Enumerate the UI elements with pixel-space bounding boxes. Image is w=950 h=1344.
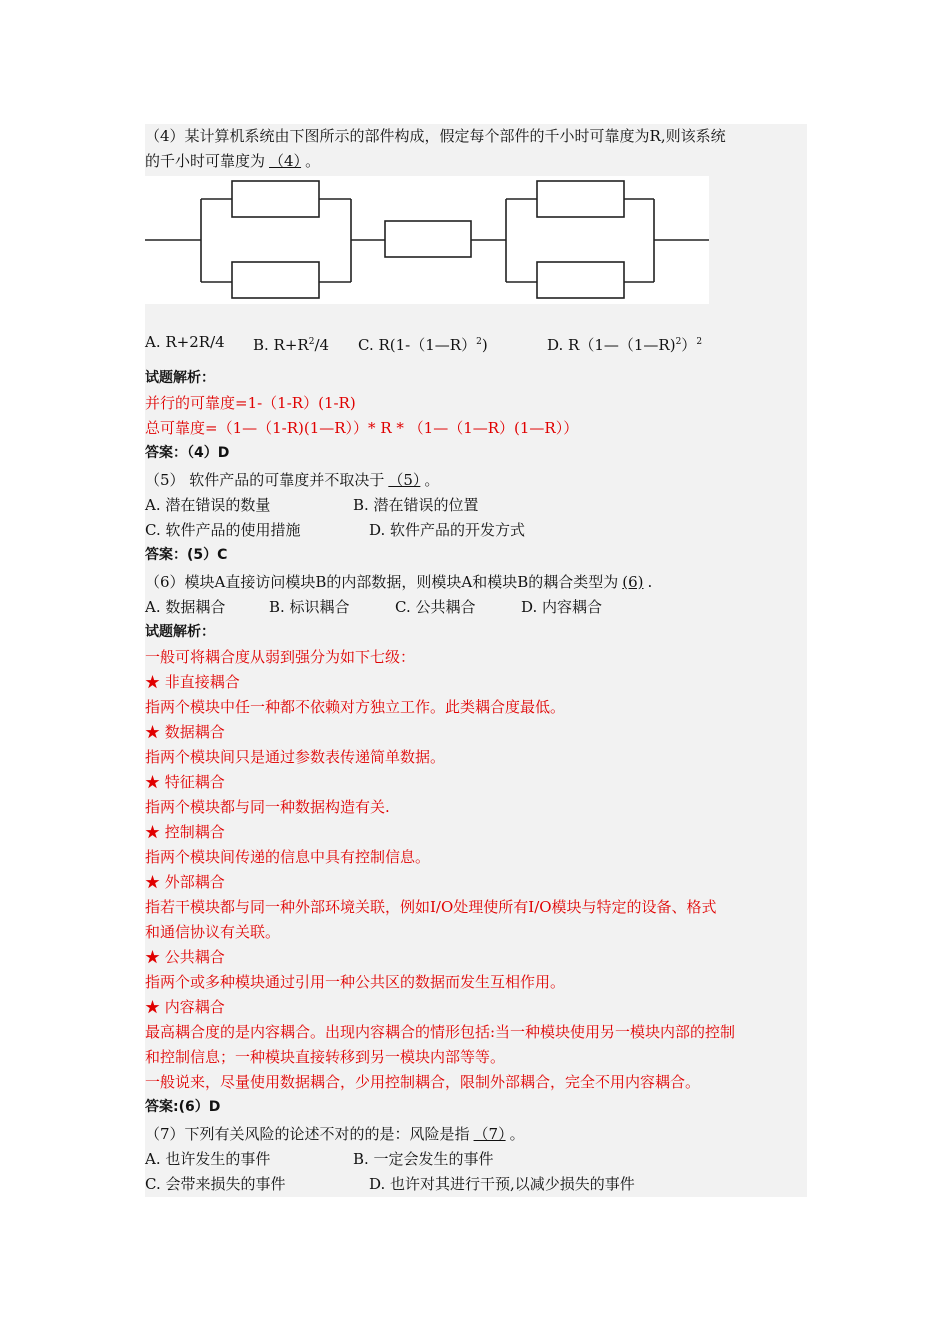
q4-analysis-line1: 并行的可靠度=1-（1-R）(1-R) [145,394,356,412]
q4-option-d: D. R（1—（1—R)$^2$）$^2$ [547,336,703,354]
exam-page [145,124,807,1197]
q5-option-b: B. 潜在错误的位置 [353,496,479,514]
q7-option-a: A. 也许发生的事件 [145,1150,271,1168]
coupling-level-name: ★ 外部耦合 [145,873,225,891]
coupling-level-desc: 最高耦合度的是内容耦合。出现内容耦合的情形包括:当一种模块使用另一模块内部的控制 [145,1023,736,1041]
q4-answer: 答案：（4）D [145,445,230,461]
q6-option-d: D. 内容耦合 [521,598,603,616]
q5-option-c: C. 软件产品的使用措施 [145,521,301,539]
q4-stem-end: 。 [305,152,321,170]
q6-analysis-intro: 一般可将耦合度从弱到强分为如下七级： [145,648,416,666]
q4-stem-line1: （4）某计算机系统由下图所示的部件构成，假定每个部件的千小时可靠度为R,则该系统 [145,127,726,145]
q6-analysis-title: 试题解析： [145,624,215,640]
coupling-level-name: ★ 内容耦合 [145,998,225,1016]
q4-option-c: C. R(1-（1—R）$^2$) [358,336,488,354]
q5-option-a: A. 潜在错误的数量 [145,496,271,514]
q5-stem: （5） 软件产品的可靠度并不取决于 （5） 。 [145,471,440,489]
coupling-level-name: ★ 控制耦合 [145,823,225,841]
coupling-level-desc: 和通信协议有关联。 [145,923,281,941]
q4-analysis-line2: 总可靠度=（1—（1-R)(1—R））* R * （1—（1—R）(1—R）） [145,419,579,437]
q7-option-b: B. 一定会发生的事件 [353,1150,494,1168]
component-box-2 [232,262,319,298]
q4-options [145,330,807,358]
q6-stem: （6）模块A直接访问模块B的内部数据，则模块A和模块B的耦合类型为 (6) . [145,573,653,591]
component-box-3 [385,221,471,257]
q4-analysis-title: 试题解析： [145,370,215,386]
q5-answer: 答案：(5）C [145,547,228,563]
reliability-diagram [145,176,709,304]
q6-options [145,595,807,620]
coupling-level-desc: 指两个模块间传递的信息中具有控制信息。 [145,848,431,866]
coupling-level-name: ★ 数据耦合 [145,723,225,741]
q4-stem-text: 的千小时可靠度为 [145,152,266,170]
q5-blank: （5） [388,471,421,489]
coupling-level-name: ★ 特征耦合 [145,773,225,791]
q7-stem: （7）下列有关风险的论述不对的的是：风险是指 （7） 。 [145,1125,525,1143]
coupling-level-name: ★ 非直接耦合 [145,673,240,691]
q4-stem-line2 [145,149,807,174]
q5-option-d: D. 软件产品的开发方式 [369,521,526,539]
q6-option-c: C. 公共耦合 [395,598,476,616]
coupling-level-desc: 指两个或多种模块通过引用一种公共区的数据而发生互相作用。 [145,973,566,991]
q4-option-b: B. $R+R^2/4$ [253,336,330,354]
q6-option-b: B. 标识耦合 [269,598,350,616]
coupling-level-desc: 指两个模块间只是通过参数表传递简单数据。 [145,748,446,766]
q4-option-a: A. R+2R/4 [145,333,225,351]
component-box-4 [537,181,624,217]
component-box-1 [232,181,319,217]
component-box-5 [537,262,624,298]
q6-blank: (6) [622,573,644,591]
q7-blank: （7） [473,1125,506,1143]
q6-answer: 答案:(6）D [145,1099,221,1115]
coupling-level-desc: 指若干模块都与同一种外部环境关联，例如I/O处理使所有I/O模块与特定的设备、格式 [145,898,717,916]
coupling-level-desc: 和控制信息；一种模块直接转移到另一模块内部等等。 [145,1048,506,1066]
q7-options-row2 [145,1172,807,1197]
q6-option-a: A. 数据耦合 [145,598,226,616]
coupling-level-desc: 指两个模块中任一种都不依赖对方独立工作。此类耦合度最低。 [145,698,566,716]
q7-option-c: C. 会带来损失的事件 [145,1175,286,1193]
q6-summary: 一般说来，尽量使用数据耦合，少用控制耦合，限制外部耦合，完全不用内容耦合。 [145,1073,701,1091]
block-diagram-svg [145,176,709,304]
coupling-level-name: ★ 公共耦合 [145,948,225,966]
q4-blank: （4） [269,152,302,170]
q5-options-row2 [145,518,807,543]
q7-options-row1 [145,1147,807,1172]
q5-options-row1 [145,493,807,518]
coupling-level-desc: 指两个模块都与同一种数据构造有关. [145,798,390,816]
q7-option-d: D. 也许对其进行干预,以减少损失的事件 [369,1175,635,1193]
